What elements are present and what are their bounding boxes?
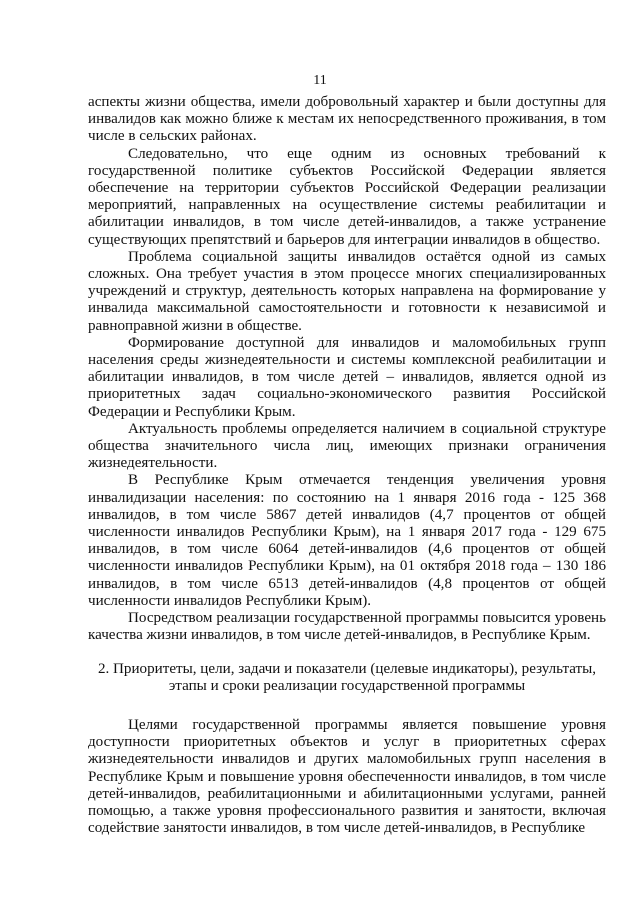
body-paragraph: Посредством реализации государственной программы повысится уровень качества жизни инвалидов, в том числе детей-инвалидов, в Республике Крым.	[88, 610, 606, 644]
body-paragraph: аспекты жизни общества, имели добровольный характер и были доступны для инвалидов как можно ближе к местам их непосредственного проживания, в том числе в сельских районах.	[88, 94, 606, 145]
body-paragraph: Проблема социальной защиты инвалидов остаётся одной из самых сложных. Она требует участия в этом процессе многих специализированных учреждений и структур, деятельность которых направлена на формирование у инвалида максимальной самостоятельности и готовности к независимой и равноправной жизни в обществе.	[88, 248, 606, 334]
body-paragraph: Следовательно, что еще одним из основных требований к государственной политике субъектов Российской Федерации является обеспечение на территории субъектов Российской Федерации реализации мероприятий, направленных на осуществление системы реабилитации и абилитации инвалидов, в том числе детей-инвалидов, а также устранение существующих препятствий и барьеров для интеграции инвалидов в общество.	[88, 145, 606, 248]
page-number: 11	[313, 73, 327, 88]
body-paragraph: Формирование доступной для инвалидов и маломобильных групп населения среды жизнедеятельности и системы комплексной реабилитации и абилитации инвалидов, в том числе детей – инвалидов, является одной из приоритетных задач социально-экономического развития Российской Федерации и Республики Крым.	[88, 334, 606, 420]
document-body	[88, 94, 606, 837]
section-heading: 2. Приоритеты, цели, задачи и показатели (целевые индикаторы), результаты, этапы и сроки реализации государственной программы	[97, 660, 597, 694]
body-paragraph: Целями государственной программы является повышение уровня доступности приоритетных объектов и услуг в приоритетных сферах жизнедеятельности инвалидов и других маломобильных групп населения в Республике Крым и повышение уровня обеспеченности инвалидов, в том числе детей-инвалидов, реабилитационными и абилитационными услугами, ранней помощью, а также уровня профессионального развития и занятости, включая содействие занятости инвалидов, в том числе детей-инвалидов, в Республике	[88, 716, 606, 837]
body-paragraph: В Республике Крым отмечается тенденция увеличения уровня инвалидизации населения: по состоянию на 1 января 2016 года - 125 368 инвалидов, в том числе 5867 детей инвалидов (4,7 процентов от общей численности инвалидов Республики Крым), на 1 января 2017 года - 129 675 инвалидов, в том числе 6064 детей-инвалидов (4,6 процентов от общей численности инвалидов Республики Крым), на 01 октября 2018 года – 130 186 инвалидов, в том числе 6513 детей-инвалидов (4,8 процентов от общей численности инвалидов Республики Крым).	[88, 472, 606, 609]
body-paragraph: Актуальность проблемы определяется наличием в социальной структуре общества значительного числа лиц, имеющих признаки ограничения жизнедеятельности.	[88, 420, 606, 472]
